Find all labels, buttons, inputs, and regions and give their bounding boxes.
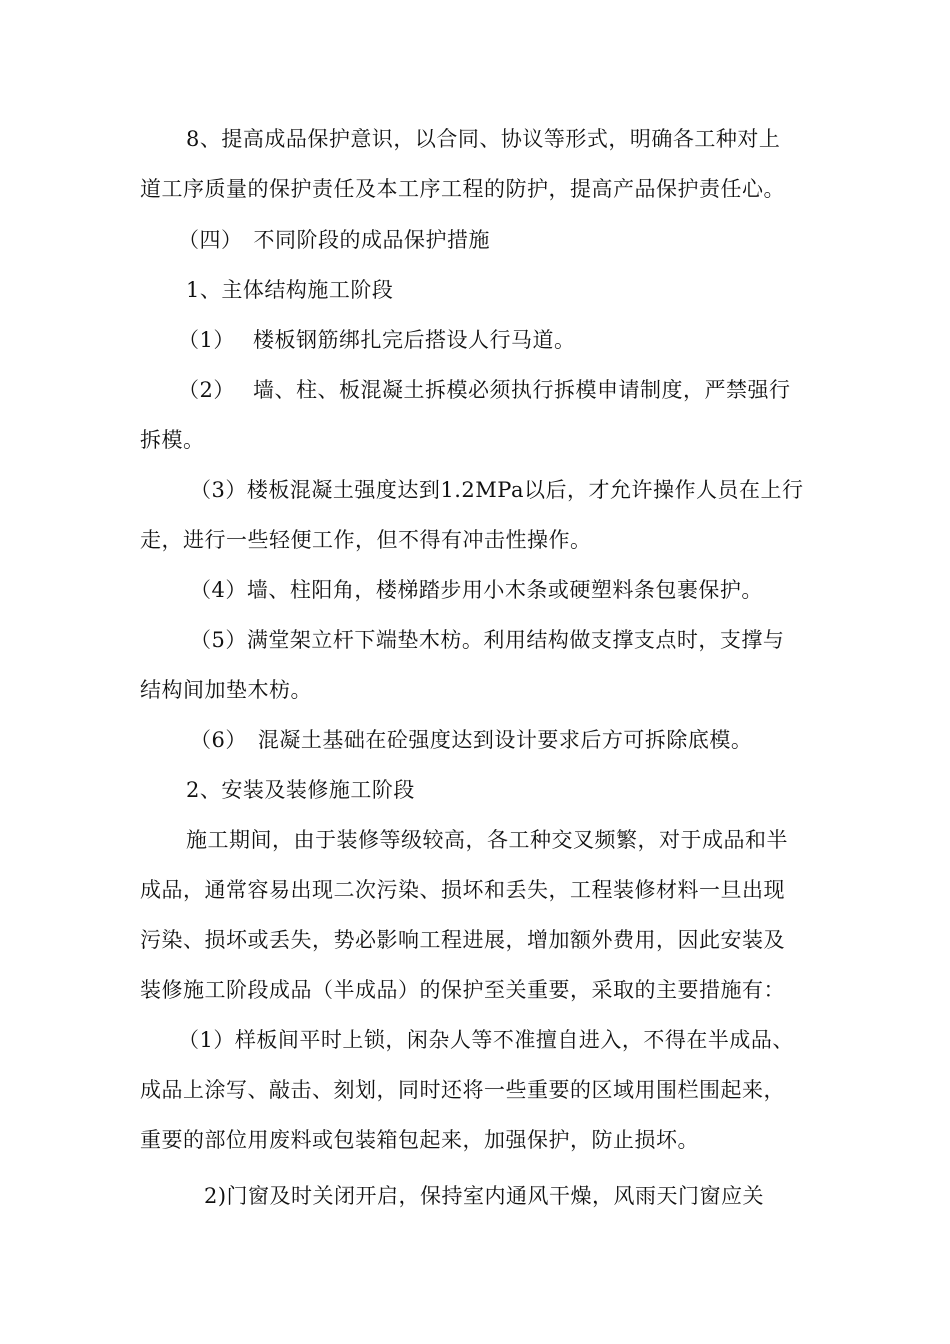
paragraph-line: 结构间加垫木枋。 bbox=[140, 678, 312, 702]
list-item: （4）墙、柱阳角，楼梯踏步用小木条或硬塑料条包裹保护。 bbox=[190, 578, 763, 602]
paragraph-line: 装修施工阶段成品（半成品）的保护至关重要，采取的主要措施有： bbox=[140, 978, 785, 1002]
paragraph-line: 走，进行一些轻便工作，但不得有冲击性操作。 bbox=[140, 528, 592, 552]
paragraph-line: 道工序质量的保护责任及本工序工程的防护，提高产品保护责任心。 bbox=[140, 177, 785, 201]
list-item: （3）楼板混凝土强度达到1.2MPa以后，才允许操作人员在上行 bbox=[190, 478, 804, 502]
paragraph-line: 施工期间，由于装修等级较高，各工种交叉频繁，对于成品和半 bbox=[186, 828, 788, 852]
list-item: （2） 墙、柱、板混凝土拆模必须执行拆模申请制度，严禁强行 bbox=[178, 378, 791, 402]
subsection-heading: 1、主体结构施工阶段 bbox=[186, 278, 394, 302]
list-item: （5）满堂架立杆下端垫木枋。利用结构做支撑支点时，支撑与 bbox=[190, 628, 785, 652]
list-item: （6） 混凝土基础在砼强度达到设计要求后方可拆除底模。 bbox=[190, 728, 753, 752]
paragraph-line: 重要的部位用废料或包装箱包起来，加强保护，防止损坏。 bbox=[140, 1128, 699, 1152]
list-item: （1） 楼板钢筋绑扎完后搭设人行马道。 bbox=[178, 328, 576, 352]
subsection-heading: 2、安装及装修施工阶段 bbox=[186, 778, 415, 802]
paragraph-line: 拆模。 bbox=[140, 428, 205, 452]
paragraph-line: 成品上涂写、敲击、刻划，同时还将一些重要的区域用围栏围起来， bbox=[140, 1078, 785, 1102]
list-item: 2)门窗及时关闭开启，保持室内通风干燥，风雨天门窗应关 bbox=[204, 1184, 765, 1208]
paragraph-line: 8、提高成品保护意识，以合同、协议等形式，明确各工种对上 bbox=[186, 127, 781, 151]
paragraph-line: 污染、损坏或丢失，势必影响工程进展，增加额外费用，因此安装及 bbox=[140, 928, 785, 952]
paragraph-line: 成品，通常容易出现二次污染、损坏和丢失，工程装修材料一旦出现 bbox=[140, 878, 785, 902]
list-item: （1）样板间平时上锁，闲杂人等不准擅自进入，不得在半成品、 bbox=[178, 1028, 794, 1052]
section-heading: （四） 不同阶段的成品保护措施 bbox=[178, 228, 490, 252]
